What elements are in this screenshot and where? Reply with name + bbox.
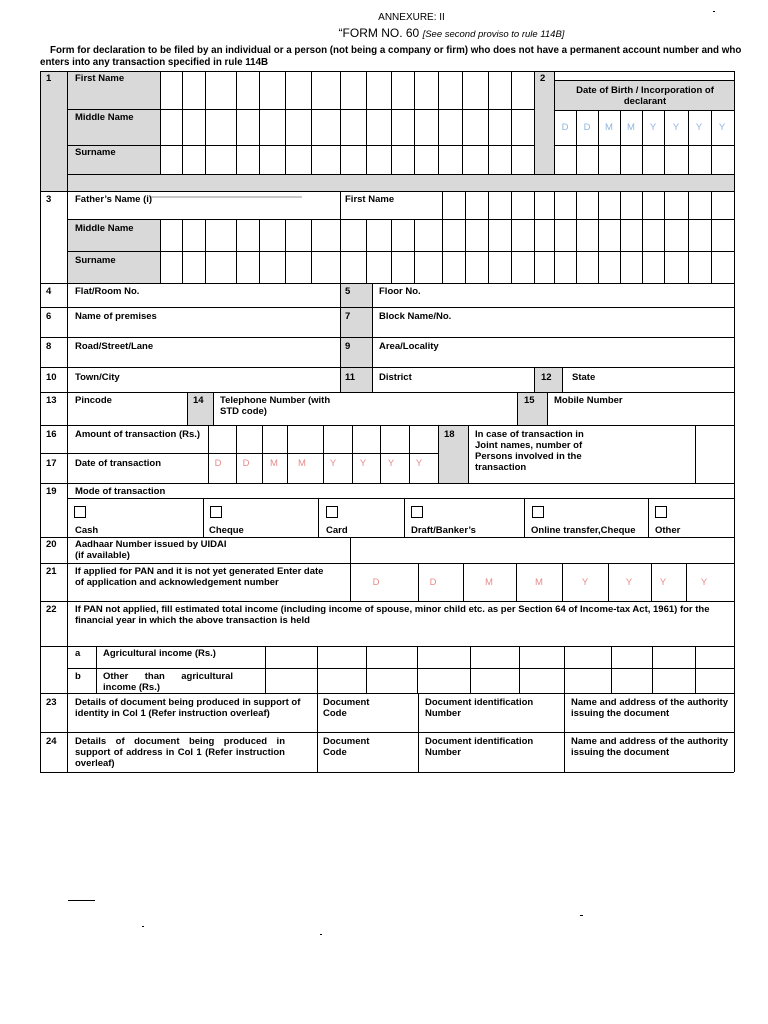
row-num-23: 23 (46, 697, 57, 708)
pincode-label: Pincode (75, 395, 112, 406)
address-document-id-label: Document identification Number (425, 736, 534, 758)
dob-m2: M (627, 122, 635, 133)
area-locality-label: Area/Locality (379, 341, 439, 352)
draft-checkbox[interactable] (411, 506, 423, 518)
non-agricultural-income-label: Other than agricultural income (Rs.) (103, 671, 233, 693)
stray-mark-1 (142, 926, 144, 927)
stray-mark-2 (320, 934, 322, 935)
stray-mark-3 (580, 915, 583, 916)
row-num-7: 7 (345, 311, 351, 322)
road-street-label: Road/Street/Lane (75, 341, 154, 352)
dob-y4: Y (718, 122, 726, 133)
row-22b-letter: b (75, 671, 81, 682)
row-num-9: 9 (345, 341, 351, 352)
agricultural-income-label: Agricultural income (Rs.) (103, 648, 216, 659)
aadhaar-label: Aadhaar Number issued by UIDAI (if available) (75, 539, 227, 561)
dob-m1: M (605, 122, 613, 133)
transaction-date-label: Date of transaction (75, 458, 162, 469)
identity-document-id-label: Document identification Number (425, 697, 534, 719)
txn-y3: Y (387, 458, 395, 469)
form-description-line1: Form for declaration to be filed by an individual or a person (not being a company or firm) who does not have a permanent account number and who (50, 45, 742, 56)
row-num-15: 15 (524, 395, 535, 406)
row-num-20: 20 (46, 539, 57, 550)
annexure-label: ANNEXURE: II (378, 12, 445, 23)
row-num-13: 13 (46, 395, 57, 406)
joint-names-label: In case of transaction in Joint names, number of Persons involved in the transaction (475, 429, 584, 473)
premises-label: Name of premises (75, 311, 157, 322)
identity-document-code-label: Document Code (323, 697, 370, 719)
txn-y2: Y (359, 458, 367, 469)
dob-y1: Y (649, 122, 657, 133)
town-city-label: Town/City (75, 372, 120, 383)
telephone-label: Telephone Number (with STD code) (220, 395, 331, 417)
other-checkbox[interactable] (655, 506, 667, 518)
amount-label: Amount of transaction (Rs.) (75, 429, 201, 440)
pan-y1: Y (581, 577, 589, 588)
first-name-label: First Name (75, 73, 125, 84)
state-label: State (572, 372, 596, 383)
row-num-2: 2 (540, 73, 546, 84)
pan-d2: D (429, 577, 437, 588)
cheque-checkbox[interactable] (210, 506, 222, 518)
row-num-19: 19 (46, 486, 57, 497)
form-subtitle: [See second proviso to rule 114B] (422, 29, 565, 40)
dob-d2: D (583, 122, 591, 133)
dob-label: Date of Birth / Incorporation of declarant (576, 85, 714, 107)
cheque-label: Cheque (209, 525, 244, 536)
pan-y4: Y (700, 577, 708, 588)
surname-label: Surname (75, 147, 116, 158)
middle-name-label: Middle Name (75, 112, 134, 123)
txn-m2: M (298, 458, 306, 469)
row-num-12: 12 (541, 372, 552, 383)
row-num-6: 6 (46, 311, 52, 322)
stray-mark-4 (713, 11, 715, 12)
mode-label: Mode of transaction (75, 486, 166, 497)
shade-col2-num (534, 71, 554, 174)
dob-d1: D (561, 122, 569, 133)
cash-label: Cash (75, 525, 99, 536)
row-num-24: 24 (46, 736, 57, 747)
pan-m2: M (535, 577, 543, 588)
dob-y2: Y (672, 122, 680, 133)
shade-r1-strip (67, 174, 734, 191)
txn-d1: D (214, 458, 222, 469)
row-num-8: 8 (46, 341, 52, 352)
form-title (0, 26, 768, 40)
online-transfer-label: Online transfer,Cheque (531, 525, 636, 536)
row-num-22: 22 (46, 604, 57, 615)
cash-checkbox[interactable] (74, 506, 86, 518)
row-num-18: 18 (444, 429, 455, 440)
identity-document-label: Details of document being produced in support of identity in Col 1 (Refer instruction overleaf) (75, 697, 301, 719)
pan-applied-label: If applied for PAN and it is not yet generated Enter date of application and acknowledgement number (75, 566, 324, 588)
row-num-10: 10 (46, 372, 57, 383)
signature-line (68, 900, 95, 901)
shade-col1-num (40, 71, 67, 191)
row-num-11: 11 (345, 372, 356, 383)
address-document-code-label: Document Code (323, 736, 370, 758)
row-num-1: 1 (46, 73, 52, 84)
row-22a-letter: a (75, 648, 81, 659)
address-document-label: Details of document being produced in support of address in Col 1 (Refer instruction overleaf) (75, 736, 285, 769)
mobile-number-label: Mobile Number (554, 395, 623, 406)
father-surname-label: Surname (75, 255, 116, 266)
form-description-line2: enters into any transaction specified in rule 114B (40, 57, 269, 68)
flat-room-label: Flat/Room No. (75, 286, 140, 297)
card-checkbox[interactable] (326, 506, 338, 518)
row-num-4: 4 (46, 286, 52, 297)
pan-y3: Y (659, 577, 667, 588)
row-num-16: 16 (46, 429, 57, 440)
form-number: “FORM NO. 60 (338, 26, 420, 40)
txn-m1: M (270, 458, 278, 469)
fathers-name-label: Father’s Name (i) (75, 194, 153, 205)
draft-label: Draft/Banker’s (411, 525, 476, 536)
pan-m1: M (485, 577, 493, 588)
dob-y3: Y (695, 122, 703, 133)
block-name-label: Block Name/No. (379, 311, 452, 322)
txn-y4: Y (415, 458, 423, 469)
txn-y1: Y (329, 458, 337, 469)
row-num-17: 17 (46, 458, 57, 469)
card-label: Card (326, 525, 348, 536)
address-document-authority-label: Name and address of the authority issuing the document (571, 736, 728, 758)
floor-no-label: Floor No. (379, 286, 421, 297)
estimated-income-label: If PAN not applied, fill estimated total income (including income of spouse, minor child etc. as per Section 64 of Income-tax Act, 1961) for the financial year in which the above transaction is held (75, 604, 710, 626)
father-middle-name-label: Middle Name (75, 223, 134, 234)
pan-d1: D (372, 577, 380, 588)
txn-d2: D (242, 458, 250, 469)
row-num-21: 21 (46, 566, 57, 577)
father-first-name-label: First Name (345, 194, 395, 205)
row-num-14: 14 (193, 395, 204, 406)
district-label: District (379, 372, 412, 383)
identity-document-authority-label: Name and address of the authority issuing the document (571, 697, 728, 719)
online-transfer-checkbox[interactable] (532, 506, 544, 518)
pan-y2: Y (625, 577, 633, 588)
row-num-5: 5 (345, 286, 351, 297)
row-num-3: 3 (46, 194, 52, 205)
other-label: Other (655, 525, 681, 536)
